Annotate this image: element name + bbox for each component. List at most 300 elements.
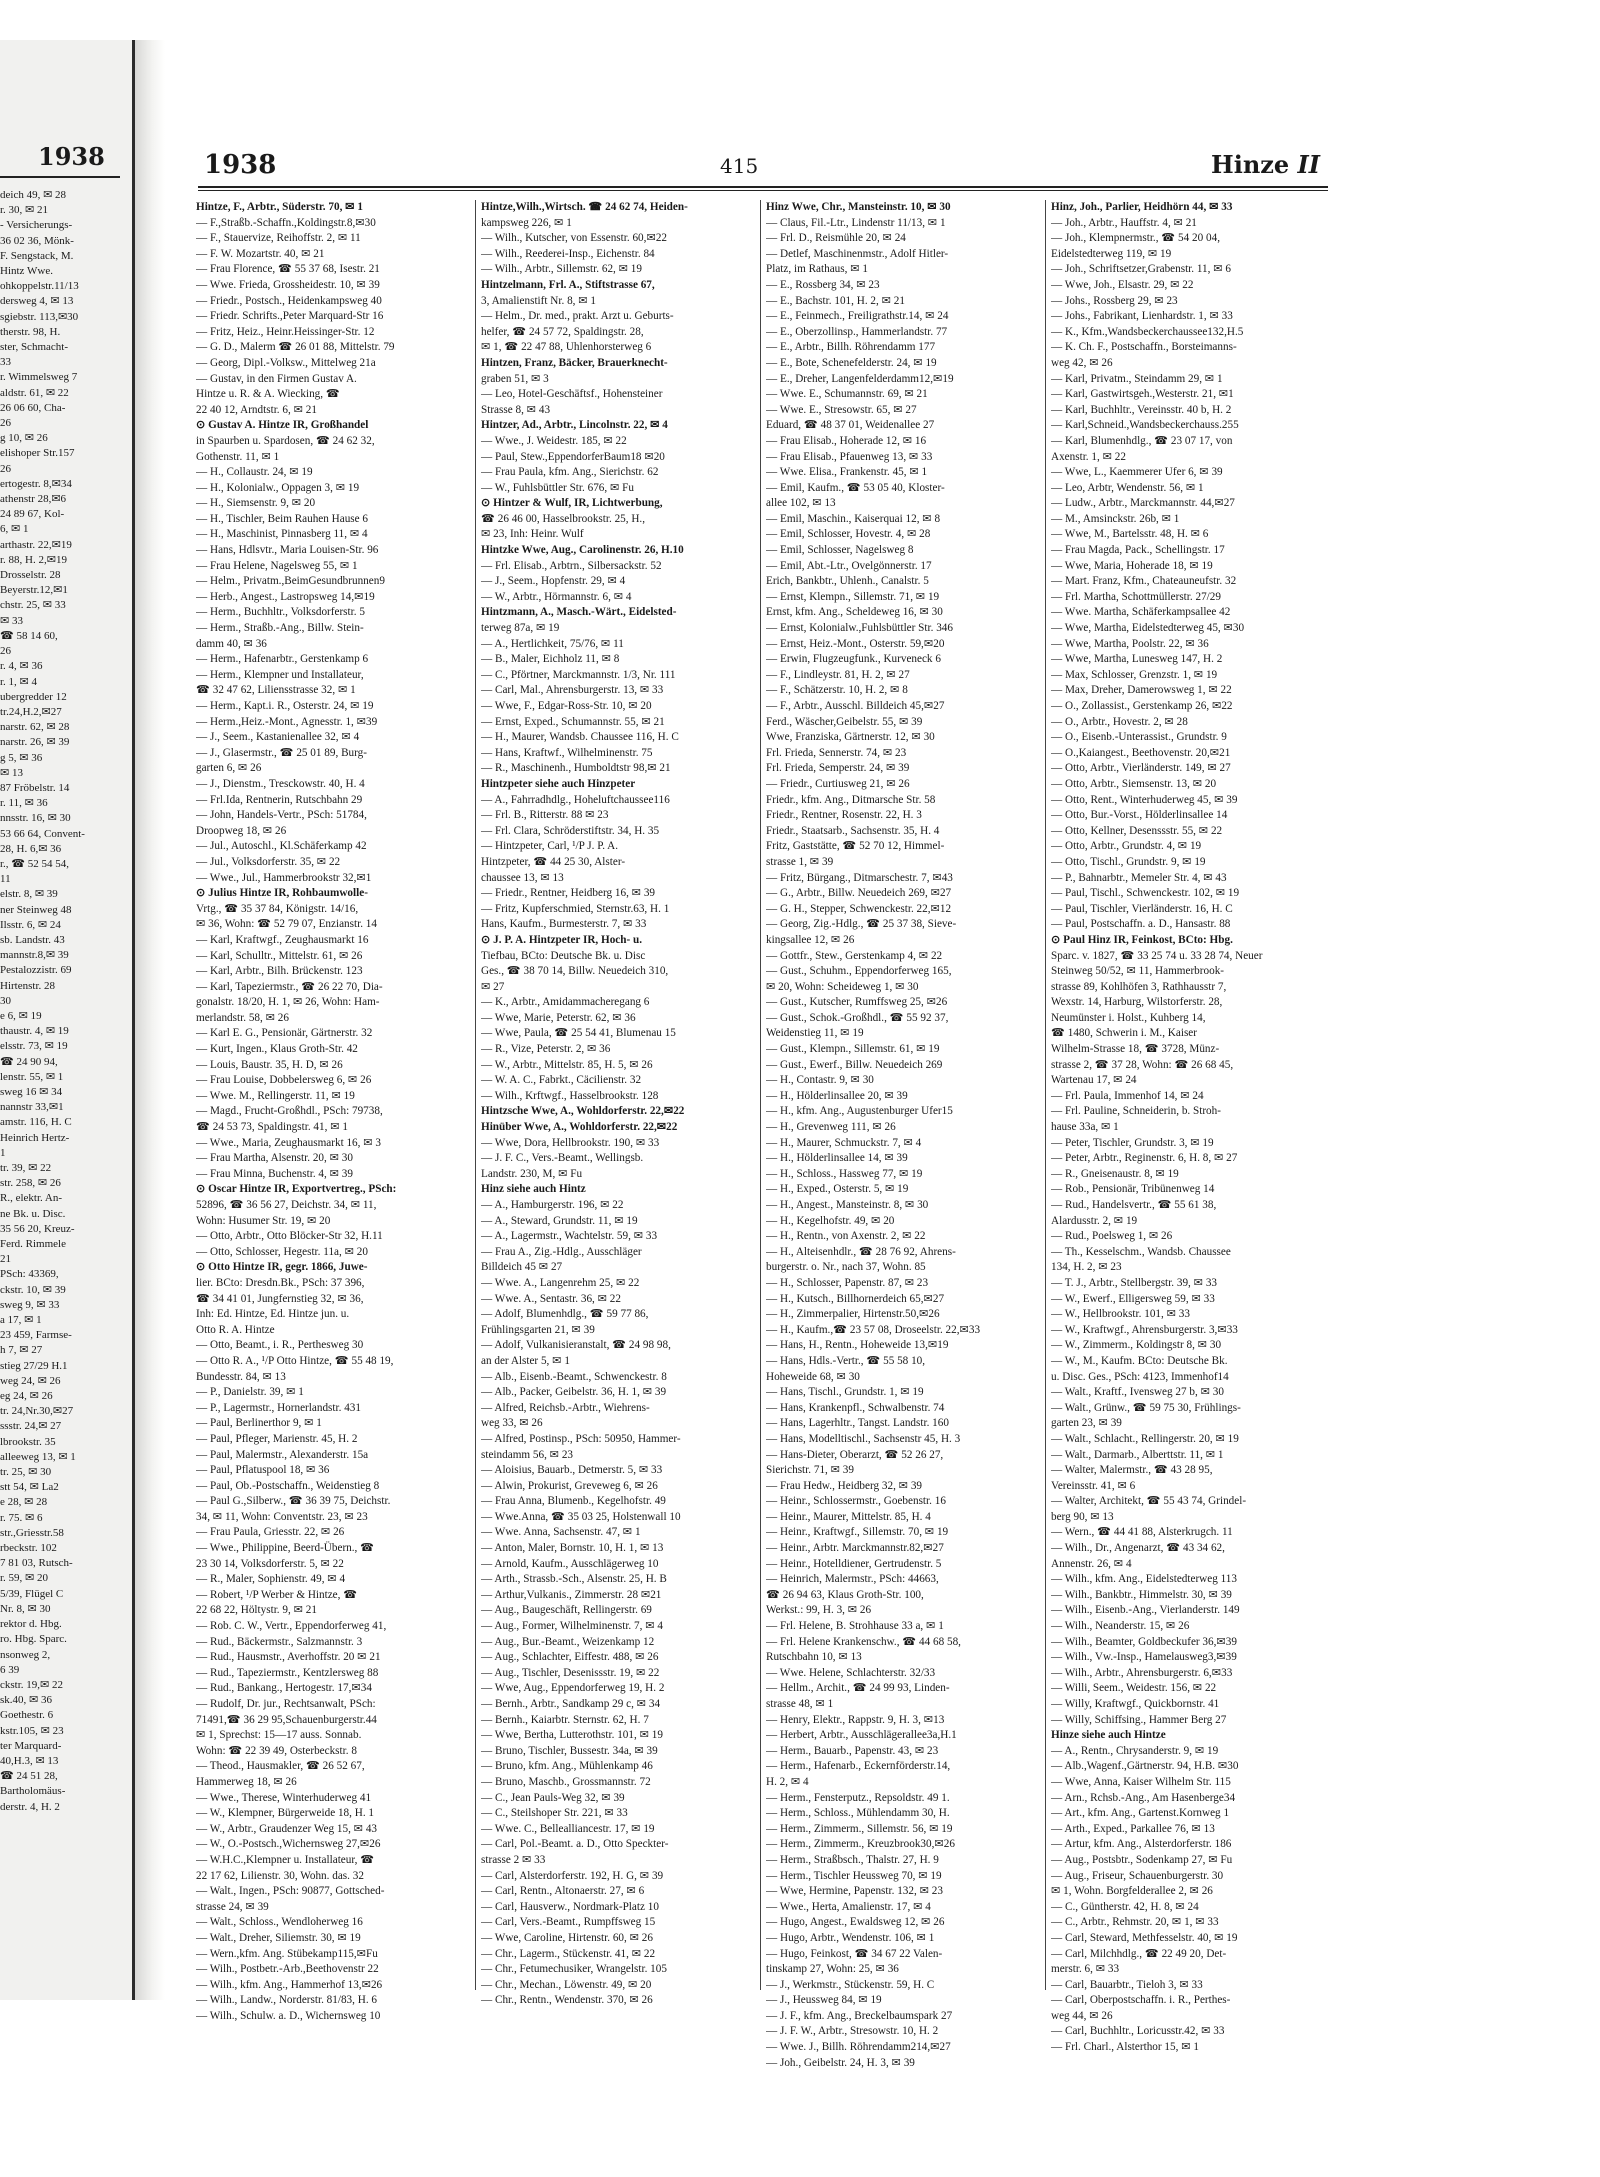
directory-entry: — Heinr., Maurer, Mittelstr. 85, H. 4: [766, 1510, 931, 1523]
directory-entry: — Georg, Dipl.-Volksw., Mittelweg 21a: [196, 356, 376, 369]
strip-line: 1: [0, 1146, 6, 1159]
strip-line: alleeweg 13, ✉ 1: [0, 1450, 76, 1463]
directory-entry: Sparc. v. 1827, ☎ 33 25 74 u. 33 28 74, Neuer: [1051, 949, 1263, 962]
directory-entry: — Wwe, Hermine, Papenstr. 132, ✉ 23: [766, 1885, 943, 1898]
directory-entry: — Heinr., Kraftwgf., Sillemstr. 70, ✉ 19: [766, 1526, 949, 1539]
directory-entry: — Helm., Dr. med., prakt. Arzt u. Geburts-: [481, 310, 674, 323]
directory-entry: — Wilh., Dr., Angenarzt, ☎ 43 34 62,: [1051, 1542, 1225, 1555]
directory-entry: Ernst, kfm. Ang., Scheldeweg 16, ✉ 30: [766, 606, 943, 619]
directory-entry: — Herm., Hafenarb., Eckernförderstr.14,: [766, 1760, 951, 1773]
directory-entry: weg 42, ✉ 26: [1051, 356, 1113, 369]
directory-entry: — Frl.Ida, Rentnerin, Rutschbahn 29: [196, 793, 363, 806]
directory-entry: — Carl, Oberpostschaffn. i. R., Perthes-: [1051, 1994, 1231, 2007]
directory-entry: — Arthur,Vulkanis., Zimmerstr. 28 ✉21: [481, 1588, 662, 1601]
directory-entry: — Gust., Klempn., Sillemstr. 61, ✉ 19: [766, 1043, 940, 1056]
directory-entry: ✉ 27: [481, 980, 505, 993]
directory-entry: Strasse 8, ✉ 43: [481, 403, 551, 416]
directory-entry: ✉ 20, Wohn: Scheideweg 1, ✉ 30: [766, 980, 919, 993]
directory-entry: — Frau Paula, Griesstr. 22, ✉ 26: [196, 1526, 345, 1539]
directory-entry: Hoheweide 68, ✉ 30: [766, 1370, 860, 1383]
directory-entry: — Leo, Arbtr, Wendenstr. 56, ✉ 1: [1051, 481, 1204, 494]
directory-entry: — Rudolf, Dr. jur., Rechtsanwalt, PSch:: [196, 1698, 376, 1710]
directory-entry: — Otto, Rent., Winterhuderweg 45, ✉ 39: [1051, 793, 1238, 806]
directory-entry: — Wilh., Schulw. a. D., Wichernsweg 10: [196, 2009, 381, 2022]
directory-entry: garten 23, ✉ 39: [1051, 1417, 1122, 1430]
strip-line: 26: [0, 462, 11, 475]
directory-page: [168, 120, 1338, 2069]
directory-entry: — Wwe., Jul., Hammerbrookstr 32,✉1: [196, 871, 372, 884]
directory-entry: — F. W. Mozartstr. 40, ✉ 21: [196, 247, 325, 260]
directory-entry: — R., Maschinenh., Humboldtstr 98,✉ 21: [481, 762, 671, 775]
directory-entry: Sierichstr. 71, ✉ 39: [766, 1464, 854, 1477]
directory-entry: — C., Pförtner, Marckmannstr. 1/3, Nr. 111: [481, 668, 676, 681]
previous-page-strip: [0, 40, 135, 2000]
directory-entry: — Rud., Tapeziermstr., Kentzlersweg 88: [196, 1666, 379, 1679]
directory-entry: — Wwe., Maria, Zeughausmarkt 16, ✉ 3: [196, 1136, 382, 1149]
directory-entry: Hintzelmann, Frl. A., Stiftstrasse 67,: [481, 278, 655, 291]
directory-entry: — O., Zollassist., Gerstenkamp 26, ✉22: [1051, 700, 1233, 712]
directory-entry: — R., Maler, Sophienstr. 49, ✉ 4: [196, 1573, 346, 1586]
directory-entry: merstr. 6, ✉ 33: [1051, 1963, 1120, 1976]
directory-entry: — Jul., Volksdorferstr. 35, ✉ 22: [196, 855, 341, 868]
column-2: [481, 200, 748, 2007]
strip-line: ssstr. 24,✉ 27: [0, 1420, 62, 1433]
directory-entry: damm 40, ✉ 36: [196, 637, 267, 650]
directory-entry: Hintzmann, A., Masch.-Wärt., Eidelsted-: [481, 606, 677, 619]
strip-line: 6 39: [0, 1663, 20, 1676]
directory-entry: — Jul., Autoschl., Kl.Schäferkamp 42: [196, 840, 367, 853]
directory-entry: — Frl. Helene Krankenschw., ☎ 44 68 58,: [766, 1635, 961, 1648]
strip-line: r. 4, ✉ 36: [0, 660, 43, 673]
strip-line: narstr. 62, ✉ 28: [0, 721, 70, 734]
directory-entry: Billdeich 45 ✉ 27: [481, 1261, 563, 1274]
strip-line: Nr. 8, ✉ 30: [0, 1602, 51, 1615]
directory-entry: — Karl, Buchhltr., Vereinsstr. 40 b, H. 2: [1051, 403, 1232, 416]
strip-line: r. 30, ✉ 21: [0, 204, 49, 217]
directory-entry: Vereinsstr. 41, ✉ 6: [1051, 1479, 1136, 1492]
directory-entry: — Walt., Schlacht., Rellingerstr. 20, ✉ 19: [1051, 1432, 1239, 1445]
directory-entry: — Wilh., Kutscher, von Essenstr. 60,✉22: [481, 232, 668, 245]
directory-entry: — Herbert, Arbtr., Ausschlägerallee3a,H.1: [766, 1729, 957, 1742]
directory-entry: Hinz siehe auch Hintz: [481, 1183, 586, 1196]
strip-line: 6, ✉ 1: [0, 523, 29, 536]
directory-entry: — Peter, Tischler, Grundstr. 3, ✉ 19: [1051, 1136, 1214, 1149]
directory-entry: — Frl. Martha, Schottmüllerstr. 27/29: [1051, 590, 1221, 603]
directory-entry: ✉ 23, Inh: Heinr. Wulf: [481, 528, 584, 541]
directory-entry: — Arth., Exped., Parkallee 76, ✉ 13: [1051, 1822, 1215, 1835]
directory-entry: ☎ 32 47 62, Liliensstrasse 32, ✉ 1: [196, 684, 356, 697]
directory-entry: — J., Glasermstr., ☎ 25 01 89, Burg-: [196, 746, 367, 759]
directory-entry: — Arth., Strassb.-Sch., Alsenstr. 25, H. B: [481, 1573, 667, 1586]
directory-entry: — Heinr., Arbtr. Marckmannstr.82,✉27: [766, 1542, 944, 1555]
directory-entry: Alardusstr. 2, ✉ 19: [1051, 1214, 1138, 1227]
directory-entry: — Georg, Zig.-Hdlg., ☎ 25 37 38, Sieve-: [766, 918, 957, 931]
directory-entry: — Fritz, Heiz., Heinr.Heissinger-Str. 12: [196, 325, 375, 338]
directory-entry: — Herm., Zimmerm., Kreuzbrook30,✉26: [766, 1838, 955, 1851]
strip-line: ✉ 13: [0, 766, 23, 779]
directory-entry: — Wwe.Anna, ☎ 35 03 25, Holstenwall 10: [481, 1510, 681, 1523]
directory-entry: — J., Seem., Hopfenstr. 29, ✉ 4: [481, 575, 626, 588]
directory-entry: — H., Collaustr. 24, ✉ 19: [196, 466, 313, 479]
directory-entry: — Johs., Fabrikant, Lienhardstr. 1, ✉ 33: [1051, 310, 1233, 323]
directory-entry: — G., Arbtr., Billw. Neuedeich 269, ✉27: [766, 887, 952, 900]
heading-numeral: II: [1297, 150, 1320, 179]
directory-entry: — W., M., Kaufm. BCto: Deutsche Bk.: [1051, 1354, 1228, 1367]
strip-line: e 6, ✉ 19: [0, 1009, 42, 1022]
directory-entry: — Walt., Ingen., PSch: 90877, Gottsched-: [196, 1885, 385, 1898]
directory-entry: — Robert, ¹/P Werber & Hintze, ☎: [196, 1588, 358, 1601]
directory-entry: — W., Arbtr., Graudenzer Weg 15, ✉ 43: [196, 1822, 378, 1835]
directory-entry: — Ernst, Exped., Schumannstr. 55, ✉ 21: [481, 715, 665, 728]
directory-entry: Hintzke Wwe, Aug., Carolinenstr. 26, H.10: [481, 544, 684, 557]
directory-entry: — Wwe, Martha, Poolstr. 22, ✉ 36: [1051, 637, 1209, 650]
directory-entry: — Hugo, Feinkost, ☎ 34 67 22 Valen-: [766, 1947, 943, 1960]
strip-line: stt 54, ✉ La2: [0, 1481, 59, 1494]
directory-entry: an der Alster 5, ✉ 1: [481, 1354, 570, 1367]
directory-entry: — Wwe, Martha, Lunesweg 147, H. 2: [1051, 653, 1223, 666]
directory-entry: — Herm., Hafenarbtr., Gerstenkamp 6: [196, 653, 369, 666]
directory-entry: — Frl. Pauline, Schneiderin, b. Stroh-: [1051, 1105, 1221, 1118]
directory-entry: — Wwe, F., Edgar-Ross-Str. 10, ✉ 20: [481, 700, 652, 712]
directory-entry: Hinüber Wwe, A., Wohldorferstr. 22,✉22: [481, 1121, 678, 1134]
directory-entry: — Alfred, Postinsp., PSch: 50950, Hammer-: [481, 1432, 681, 1445]
directory-entry: ✉ 1, Wohn. Borgfelderallee 2, ✉ 26: [1051, 1885, 1213, 1898]
directory-entry: — Erwin, Flugzeugfunk., Kurveneck 6: [766, 653, 941, 666]
directory-entry: — Wilh., Arbtr., Ahrensburgerstr. 6,✉33: [1051, 1666, 1233, 1679]
directory-entry: — Paul, Stew.,EppendorferBaum18 ✉20: [481, 450, 665, 463]
directory-entry: — W. A. C., Fabrkt., Cäcilienstr. 32: [481, 1074, 642, 1087]
directory-entry: — Gottfr., Stew., Gerstenkamp 4, ✉ 22: [766, 949, 943, 962]
directory-entry: — Otto, Schlosser, Hegestr. 11a, ✉ 20: [196, 1245, 368, 1258]
directory-entry: — Paul, Tischl., Schwenckestr. 102, ✉ 19: [1051, 887, 1240, 900]
directory-entry: — Hans, Modelltischl., Sachsenstr 45, H. 3: [766, 1432, 961, 1445]
directory-entry: — W., Zimmerm., Koldingstr 8, ✉ 30: [1051, 1339, 1222, 1352]
directory-entry: — Wwe, Dora, Hellbrookstr. 190, ✉ 33: [481, 1136, 660, 1149]
directory-entry: Fritz, Gaststätte, ☎ 52 70 12, Himmel-: [766, 840, 945, 853]
directory-entry: — A., Hertlichkeit, 75/76, ✉ 11: [481, 637, 624, 650]
directory-entry: — H., Kaufm.,☎ 23 57 08, Droseelstr. 22,✉33: [766, 1323, 981, 1336]
directory-entry: Wartenau 17, ✉ 24: [1051, 1074, 1137, 1087]
strip-line: ☎ 58 14 60,: [0, 629, 58, 642]
directory-entry: — Wilh., kfm. Ang., Hammerhof 13,✉26: [196, 1978, 383, 1991]
directory-entry: — H., Maschinist, Pinnasberg 11, ✉ 4: [196, 528, 368, 541]
directory-entry: — Wilh., Landw., Norderstr. 81/83, H. 6: [196, 1994, 378, 2007]
directory-entry: — Frl. Clara, Schröderstiftstr. 34, H. 35: [481, 824, 660, 837]
strip-line: lbrookstr. 35: [0, 1435, 56, 1448]
directory-entry: — Alb., Packer, Geibelstr. 36, H. 1, ✉ 39: [481, 1386, 667, 1399]
directory-entry: — Emil, Schlosser, Nagelsweg 8: [766, 544, 914, 557]
strip-line: g 10, ✉ 26: [0, 432, 48, 445]
directory-entry: — E., Bachstr. 101, H. 2, ✉ 21: [766, 294, 905, 307]
strip-line: elishoper Str.157: [0, 447, 75, 460]
directory-entry: — Wilh., Beamter, Goldbeckufer 36,✉39: [1051, 1635, 1237, 1648]
strip-line: 5/39, Flügel C: [0, 1587, 64, 1600]
directory-entry: ⊙ J. P. A. Hintzpeter IR, Hoch- u.: [481, 933, 643, 946]
directory-entry: strasse 2 ✉ 33: [481, 1853, 546, 1866]
strip-line: ☎ 24 90 94,: [0, 1055, 58, 1068]
directory-entry: — Wern.,kfm. Ang. Stübekamp115,✉Fu: [196, 1947, 378, 1960]
directory-entry: Hammerweg 18, ✉ 26: [196, 1775, 297, 1788]
page-year: 1938: [204, 150, 277, 180]
column-1: [196, 200, 463, 2022]
directory-entry: — Wwe. Martha, Schäferkampsallee 42: [1051, 606, 1231, 619]
directory-entry: — Aug., Friseur, Schauenburgerstr. 30: [1051, 1869, 1224, 1882]
directory-entry: — Joh., Schriftsetzer,Grabenstr. 11, ✉ 6: [1051, 263, 1232, 276]
directory-entry: burgerstr. o. Nr., nach 37, Wohn. 85: [766, 1261, 926, 1274]
strip-line: nnsstr. 16, ✉ 30: [0, 812, 71, 825]
directory-entry: — Hintzpeter, Carl, ¹/P J. P. A.: [481, 840, 619, 853]
directory-entry: gonalstr. 18/20, H. 1, ✉ 26, Wohn: Ham-: [196, 996, 380, 1009]
directory-entry: — H., Maurer, Wandsb. Chaussee 116, H. C: [481, 731, 679, 744]
directory-entry: — Aloisius, Bauarb., Detmerstr. 5, ✉ 33: [481, 1464, 663, 1477]
strip-line: arthastr. 22,✉19: [0, 538, 72, 551]
directory-entry: 52896, ☎ 36 56 27, Deichstr. 34, ✉ 11,: [196, 1199, 377, 1211]
directory-entry: — Adolf, Vulkanisieranstalt, ☎ 24 98 98,: [481, 1339, 671, 1352]
directory-entry: — Frau Hedw., Heidberg 32, ✉ 39: [766, 1479, 923, 1492]
strip-line: Ilsstr. 6, ✉ 24: [0, 918, 61, 931]
directory-entry: — H., Kolonialw., Oppagen 3, ✉ 19: [196, 481, 360, 494]
directory-entry: — Wwe. Anna, Sachsenstr. 47, ✉ 1: [481, 1526, 641, 1539]
directory-entry: — Fritz, Kupferschmied, Sternstr.63, H. 1: [481, 902, 670, 915]
directory-entry: — Bernh., Arbtr., Sandkamp 29 c, ✉ 34: [481, 1698, 661, 1710]
directory-entry: — Rob., Pensionär, Tribünenweg 14: [1051, 1183, 1215, 1196]
directory-entry: — A., Hamburgerstr. 196, ✉ 22: [481, 1199, 624, 1211]
directory-entry: — W., Ewerf., Elligersweg 59, ✉ 33: [1051, 1292, 1215, 1305]
strip-line: kstr.105, ✉ 23: [0, 1724, 64, 1737]
directory-entry: — Walt., Kraftf., Ivensweg 27 b, ✉ 30: [1051, 1386, 1224, 1399]
directory-entry: helfer, ☎ 24 57 72, Spaldingstr. 28,: [481, 325, 644, 338]
directory-entry: — Otto R. A., ¹/P Otto Hintze, ☎ 55 48 19,: [196, 1354, 394, 1367]
directory-entry: — P., Lagermstr., Hornerlandstr. 431: [196, 1401, 361, 1414]
directory-entry: — Joh., Klempnermstr., ☎ 54 20 04,: [1051, 232, 1220, 245]
directory-entry: — Aug., Baugeschäft, Rellingerstr. 69: [481, 1604, 652, 1617]
strip-line: 33: [0, 356, 11, 369]
directory-entry: — Bruno, Tischler, Bussestr. 34a, ✉ 39: [481, 1744, 658, 1757]
strip-line: 40,H.3, ✉ 13: [0, 1754, 59, 1767]
directory-entry: 3, Amalienstift Nr. 8, ✉ 1: [481, 294, 597, 307]
directory-entry: Frl. Frieda, Semperstr. 24, ✉ 39: [766, 762, 910, 775]
directory-entry: — Gust., Schuhm., Eppendorferweg 165,: [766, 965, 952, 978]
directory-entry: — Wwe. M., Rellingerstr. 11, ✉ 19: [196, 1089, 355, 1102]
directory-entry: — Frau Helene, Nagelsweg 55, ✉ 1: [196, 559, 358, 572]
directory-entry: Wohn: ☎ 22 39 49, Osterbeckstr. 8: [196, 1744, 357, 1757]
directory-entry: — Heinr., Schlossermstr., Goebenstr. 16: [766, 1495, 946, 1508]
strip-line: rektor d. Hbg.: [0, 1618, 62, 1631]
directory-entry: — K. Ch. F., Postschaffn., Borsteimanns-: [1051, 341, 1237, 354]
directory-entry: — Karl, Privatm., Steindamm 29, ✉ 1: [1051, 372, 1223, 385]
directory-entry: — Frl. Helene, B. Strohhause 33 a, ✉ 1: [766, 1620, 944, 1633]
strip-line: 7 81 03, Rutsch-: [0, 1557, 73, 1570]
strip-line: chstr. 25, ✉ 33: [0, 599, 66, 612]
directory-entry: — Alfred, Reichsb.-Arbtr., Wiehrens-: [481, 1401, 650, 1414]
directory-entry: — Otto, Arbtr., Grundstr. 4, ✉ 19: [1051, 840, 1202, 853]
directory-entry: — Otto, Arbtr., Otto Blöcker-Str 32, H.11: [196, 1230, 383, 1243]
directory-entry: — Emil, Abt.-Ltr., Ovelgönnerstr. 17: [766, 559, 932, 572]
directory-entry: — H., Rentn., von Axenstr. 2, ✉ 22: [766, 1230, 926, 1243]
directory-entry: — P., Bahnarbtr., Memeler Str. 4, ✉ 43: [1051, 871, 1227, 884]
book-gutter: [135, 40, 165, 2000]
strip-line: sb. Landstr. 43: [0, 933, 65, 946]
strip-line: rbeckstr. 102: [0, 1542, 57, 1555]
directory-entry: — J., Seem., Kastanienallee 32, ✉ 4: [196, 731, 360, 744]
directory-entry: — Wwe, Bertha, Lutterothstr. 101, ✉ 19: [481, 1729, 663, 1742]
directory-entry: — Carl, Mal., Ahrensburgerstr. 13, ✉ 33: [481, 684, 664, 697]
directory-entry: — Walt., Schloss., Wendloherweg 16: [196, 1916, 363, 1929]
directory-entry: — Artur, kfm. Ang., Alsterdorferstr. 186: [1051, 1838, 1232, 1851]
strip-line: Goethestr. 6: [0, 1709, 54, 1722]
directory-entry: Steinweg 50/52, ✉ 11, Hammerbrook-: [1051, 965, 1225, 978]
strip-line: aldstr. 61, ✉ 22: [0, 386, 69, 399]
directory-entry: — Gust., Schok.-Großhdl., ☎ 55 92 37,: [766, 1011, 949, 1024]
directory-entry: — Bruno, kfm. Ang., Mühlenkamp 46: [481, 1760, 653, 1773]
directory-entry: strasse 48, ✉ 1: [766, 1698, 834, 1710]
strip-line: ✉ 33: [0, 614, 23, 627]
directory-entry: — J., Heussweg 84, ✉ 19: [766, 1994, 882, 2007]
directory-entry: Wexstr. 14, Harburg, Wilstorferstr. 28,: [1051, 996, 1223, 1009]
strip-line: r., ☎ 52 54 54,: [0, 857, 70, 870]
directory-entry: — Herm., Zimmerm., Sillemstr. 56, ✉ 19: [766, 1822, 953, 1835]
directory-entry: Annenstr. 26, ✉ 4: [1051, 1557, 1132, 1570]
directory-entry: — Wwe., Philippine, Beerd-Übern., ☎: [196, 1542, 375, 1555]
directory-entry: — Frau Louise, Dobbelersweg 6, ✉ 26: [196, 1074, 372, 1087]
directory-entry: Gothenstr. 11, ✉ 1: [196, 450, 280, 463]
directory-entry: weg 33, ✉ 26: [481, 1417, 543, 1430]
directory-entry: — Alb., Eisenb.-Beamt., Schwenckestr. 8: [481, 1370, 667, 1383]
directory-entry: — Wwe, L., Kaemmerer Ufer 6, ✉ 39: [1051, 466, 1223, 479]
strip-line: h 7, ✉ 27: [0, 1344, 43, 1357]
directory-entry: — W., Arbtr., Mittelstr. 85, H. 5, ✉ 26: [481, 1058, 653, 1071]
directory-entry: ☎ 24 53 73, Spaldingstr. 41, ✉ 1: [196, 1121, 348, 1134]
directory-entry: — Walt., Dreher, Siliemstr. 30, ✉ 19: [196, 1931, 361, 1944]
directory-entry: ☎ 34 41 01, Jungfernstieg 32, ✉ 36,: [196, 1292, 364, 1305]
directory-entry: H. 2, ✉ 4: [766, 1775, 809, 1788]
directory-entry: — Walt., Grünw., ☎ 59 75 30, Frühlings-: [1051, 1401, 1241, 1414]
strip-line: 30: [0, 994, 11, 1007]
strip-line: thaustr. 4, ✉ 19: [0, 1025, 69, 1038]
directory-entry: — Henry, Elektr., Rappstr. 9, H. 3, ✉13: [766, 1713, 945, 1726]
directory-entry: — Herb., Angest., Lastropsweg 14,✉19: [196, 590, 375, 603]
previous-page-year: 1938: [38, 142, 105, 171]
directory-entry: strasse 89, Kohlhöfen 3, Rathhausstr 7,: [1051, 980, 1227, 993]
directory-entry: — Frau Martha, Alsenstr. 20, ✉ 30: [196, 1152, 353, 1165]
strip-line: dersweg 4, ✉ 13: [0, 295, 74, 308]
directory-entry: Ges., ☎ 38 70 14, Billw. Neuedeich 310,: [481, 965, 669, 978]
directory-entry: ⊙ Paul Hinz IR, Feinkost, BCto: Hbg.: [1051, 933, 1233, 946]
strip-line: ro. Hbg. Sparc.: [0, 1633, 67, 1646]
directory-entry: — Paul, Ob.-Postschaffn., Weidenstieg 8: [196, 1479, 380, 1492]
directory-entry: — Hellm., Archit., ☎ 24 99 93, Linden-: [766, 1682, 950, 1695]
directory-entry: — O., Arbtr., Hovestr. 2, ✉ 28: [1051, 715, 1188, 728]
directory-entry: — Wwe., Therese, Winterhuderweg 41: [196, 1791, 372, 1804]
directory-entry: — Fritz, Bürgang., Ditmarschestr. 7, ✉43: [766, 871, 953, 884]
directory-entry: — Wwe, Caroline, Hirtenstr. 60, ✉ 26: [481, 1931, 653, 1944]
directory-entry: — Wwe. Frieda, Grossheidestr. 10, ✉ 39: [196, 278, 380, 291]
directory-entry: — Wwe. A., Langenrehm 25, ✉ 22: [481, 1276, 640, 1289]
directory-entry: — Karl, Kraftwgf., Zeughausmarkt 16: [196, 933, 369, 946]
directory-entry: 23 30 14, Volksdorferstr. 5, ✉ 22: [196, 1557, 344, 1570]
strip-line: a 17, ✉ 1: [0, 1314, 42, 1327]
directory-entry: — Wwe, Martha, Eidelstedterweg 45, ✉30: [1051, 622, 1245, 635]
directory-entry: — H., Kutsch., Billhornerdeich 65,✉27: [766, 1292, 945, 1305]
strip-line: mannstr.8,✉ 39: [0, 949, 69, 962]
directory-entry: — Leo, Hotel-Geschäftsf., Hohensteiner: [481, 388, 663, 401]
directory-entry: — Herm., Schloss., Mühlendamm 30, H.: [766, 1807, 950, 1820]
directory-entry: — Frl. Elisab., Arbtrn., Silbersackstr. 52: [481, 559, 662, 572]
directory-entry: — Frau Elisab., Pfauenweg 13, ✉ 33: [766, 450, 933, 463]
directory-entry: — Claus, Fil.-Ltr., Lindenstr 11/13, ✉ 1: [766, 216, 946, 229]
directory-entry: — Rud., Bäckermstr., Salzmannstr. 3: [196, 1635, 363, 1648]
directory-entry: — Willi, Seem., Weidestr. 156, ✉ 22: [1051, 1682, 1217, 1695]
directory-entry: Platz, im Rathaus, ✉ 1: [766, 263, 868, 276]
directory-entry: — Ernst, Kolonialw.,Fuhlsbüttler Str. 346: [766, 622, 953, 635]
directory-entry: — H., Hölderlinsallee 20, ✉ 39: [766, 1089, 908, 1102]
directory-entry: — Frau Paula, kfm. Ang., Sierichstr. 62: [481, 466, 659, 479]
directory-entry: — Carl, Bauarbtr., Tieloh 3, ✉ 33: [1051, 1978, 1203, 1991]
strip-line: lenstr. 55, ✉ 1: [0, 1070, 64, 1083]
strip-line: sweg 16 ✉ 34: [0, 1085, 63, 1098]
directory-entry: — F., Arbtr., Ausschl. Billdeich 45,✉27: [766, 700, 945, 712]
directory-entry: — Wwe. A., Sentastr. 36, ✉ 22: [481, 1292, 621, 1305]
directory-entry: — Willy, Kraftwgf., Quickbornstr. 41: [1051, 1698, 1220, 1710]
directory-entry: weg 44, ✉ 26: [1051, 2009, 1113, 2022]
directory-entry: — Carl, Buchhltr., Loricusstr.42, ✉ 33: [1051, 2025, 1225, 2038]
directory-entry: — Rud., Poelsweg 1, ✉ 26: [1051, 1230, 1173, 1243]
directory-entry: — Rob. C. W., Vertr., Eppendorferweg 41,: [196, 1620, 387, 1633]
strip-line: Pestalozzistr. 69: [0, 964, 72, 977]
directory-entry: — Aug., Former, Wilhelminenstr. 7, ✉ 4: [481, 1620, 663, 1633]
directory-entry: — Otto, Bur.-Vorst., Hölderlinsallee 14: [1051, 809, 1228, 822]
directory-entry: — Carl, Pol.-Beamt. a. D., Otto Speckter-: [481, 1838, 669, 1851]
directory-entry: — P., Danielstr. 39, ✉ 1: [196, 1386, 304, 1399]
directory-entry: — Paul, Malermstr., Alexanderstr. 15a: [196, 1448, 369, 1461]
directory-entry: — Paul G.,Silberw., ☎ 36 39 75, Deichstr.: [196, 1495, 391, 1508]
directory-entry: — Karl, Blumenhdlg., ☎ 23 07 17, von: [1051, 434, 1233, 447]
strip-line: R., elektr. An-: [0, 1192, 63, 1205]
directory-entry: — Herm., Kapt.i. R., Osterstr. 24, ✉ 19: [196, 700, 374, 712]
directory-entry: — Frau Minna, Buchenstr. 4, ✉ 39: [196, 1167, 353, 1180]
directory-entry: — Wwe. E., Schumannstr. 69, ✉ 21: [766, 388, 928, 401]
directory-entry: — Wilh., kfm. Ang., Eidelstedterweg 113: [1051, 1573, 1237, 1586]
directory-entry: — E., Arbtr., Billh. Röhrendamm 177: [766, 341, 936, 354]
directory-entry: 22 68 22, Höltystr. 9, ✉ 21: [196, 1604, 317, 1617]
strip-line: nsonweg 2,: [0, 1648, 51, 1661]
strip-line: r. 11, ✉ 36: [0, 797, 48, 810]
directory-entry: in Spaurben u. Spardosen, ☎ 24 62 32,: [196, 434, 375, 447]
directory-entry: — Otto, Kellner, Desenssstr. 55, ✉ 22: [1051, 824, 1223, 837]
directory-entry: — Peter, Arbtr., Reginenstr. 6, H. 8, ✉ 27: [1051, 1152, 1238, 1165]
strip-line: 26: [0, 645, 11, 658]
directory-entry: Tiefbau, BCto: Deutsche Bk. u. Disc: [481, 949, 646, 962]
directory-entry: — Magd., Frucht-Großhdl., PSch: 79738,: [196, 1105, 383, 1118]
strip-line: ner Steinweg 48: [0, 903, 72, 916]
directory-entry: strasse 2, ☎ 37 28, Wohn: ☎ 26 68 45,: [1051, 1058, 1234, 1071]
directory-entry: — Wwe. J., Billh. Röhrendamm214,✉27: [766, 2041, 951, 2054]
directory-entry: — Wwe., Herta, Amalienstr. 17, ✉ 4: [766, 1900, 931, 1913]
strip-line: Heinrich Hertz-: [0, 1131, 70, 1144]
directory-entry: — Wilh., Postbetr.-Arb.,Beethovenstr 22: [196, 1963, 379, 1976]
directory-entry: — F., Lindleystr. 81, H. 2, ✉ 27: [766, 668, 910, 681]
directory-entry: lier. BCto: Dresdn.Bk., PSch: 37 396,: [196, 1276, 365, 1289]
directory-entry: — Gust., Ewerf., Billw. Neuedeich 269: [766, 1058, 943, 1071]
directory-entry: — R., Gneisenaustr. 8, ✉ 19: [1051, 1167, 1179, 1180]
strip-line: r. 75. ✉ 6: [0, 1511, 43, 1524]
directory-entry: 22 17 62, Lilienstr. 30, Wohn. das. 32: [196, 1869, 364, 1882]
strip-line: elsstr. 73, ✉ 19: [0, 1040, 68, 1053]
directory-entry: strasse 24, ✉ 39: [196, 1900, 269, 1913]
directory-entry: — K., Arbtr., Amidammacheregang 6: [481, 996, 650, 1009]
directory-entry: — Wwe, Paula, ☎ 25 54 41, Blumenau 15: [481, 1027, 676, 1040]
directory-entry: — H., Kegelhofstr. 49, ✉ 20: [766, 1214, 895, 1227]
